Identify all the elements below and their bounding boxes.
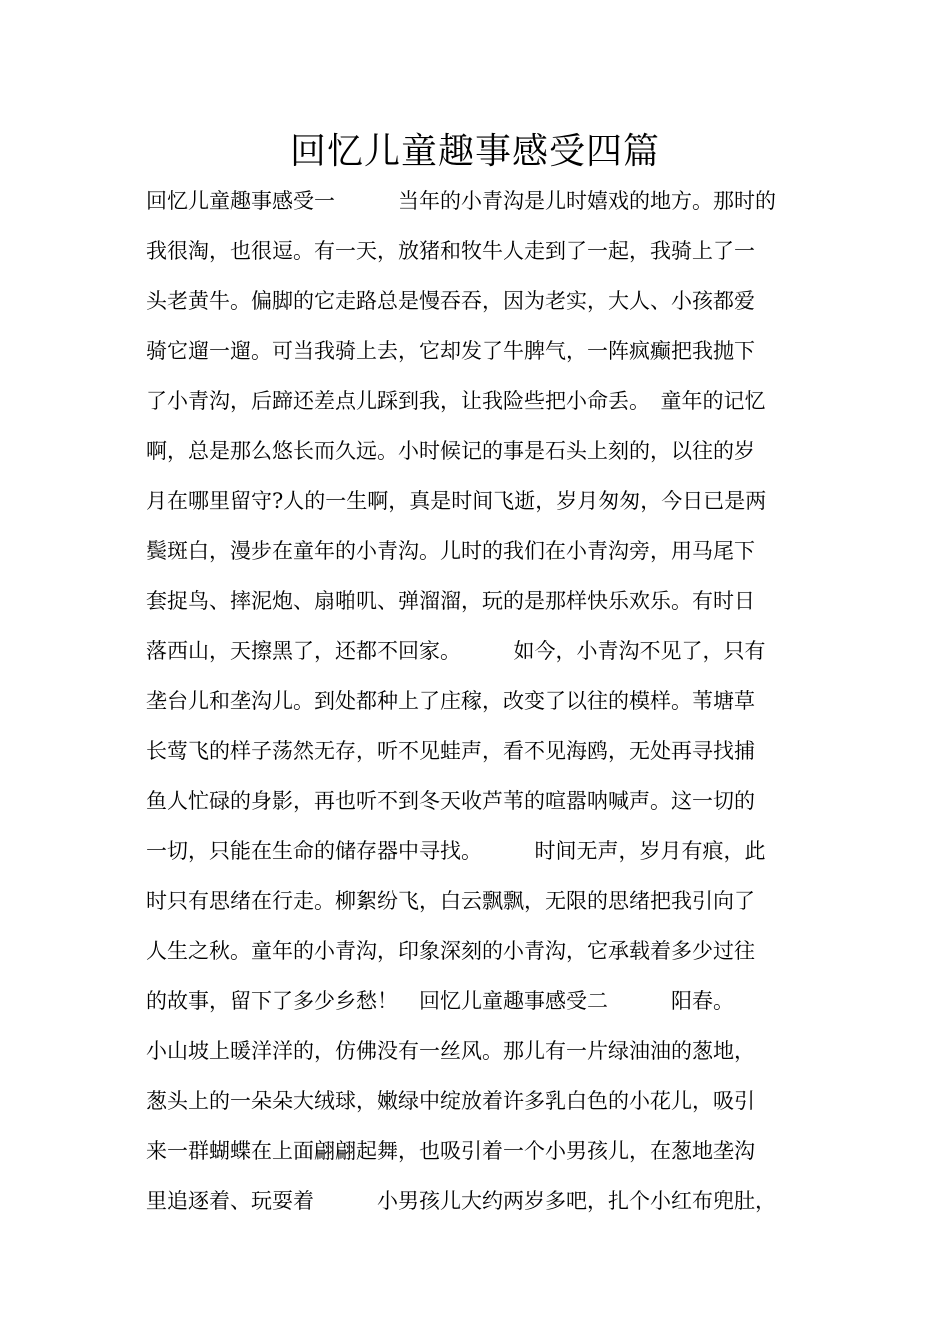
- text-line: 回忆儿童趣事感受一 当年的小青沟是儿时嬉戏的地方。那时的: [146, 189, 776, 213]
- text-line: 的故事，留下了多少乡愁！ 回忆儿童趣事感受二 阳春。: [146, 989, 734, 1013]
- text-line: 鱼人忙碌的身影，再也听不到冬天收芦苇的喧嚣呐喊声。这一切的: [146, 789, 755, 813]
- text-line: 时只有思绪在行走。柳絮纷飞，白云飘飘，无限的思绪把我引向了: [146, 889, 755, 913]
- text-line: 鬓斑白，漫步在童年的小青沟。儿时的我们在小青沟旁，用马尾下: [146, 539, 755, 563]
- text-line: 一切，只能在生命的储存器中寻找。 时间无声，岁月有痕，此: [146, 839, 766, 863]
- text-line: 月在哪里留守?人的一生啊，真是时间飞逝，岁月匆匆，今日已是两: [146, 489, 767, 513]
- text-line: 骑它遛一遛。可当我骑上去，它却发了牛脾气，一阵疯癫把我抛下: [146, 339, 755, 363]
- text-line: 套捉鸟、摔泥炮、扇啪叽、弹溜溜，玩的是那样快乐欢乐。有时日: [146, 589, 755, 613]
- text-line: 垄台儿和垄沟儿。到处都种上了庄稼，改变了以往的模样。苇塘草: [146, 689, 755, 713]
- text-line: 人生之秋。童年的小青沟，印象深刻的小青沟，它承载着多少过往: [146, 939, 755, 963]
- text-line: 落西山，天擦黑了，还都不回家。 如今，小青沟不见了，只有: [146, 639, 766, 663]
- text-line: 葱头上的一朵朵大绒球，嫩绿中绽放着许多乳白色的小花儿，吸引: [146, 1089, 755, 1113]
- page-title: 回忆儿童趣事感受四篇: [289, 131, 660, 172]
- text-line: 了小青沟，后蹄还差点儿踩到我，让我险些把小命丢。 童年的记忆: [146, 389, 766, 413]
- text-line: 长莺飞的样子荡然无存，听不见蛙声，看不见海鸥，无处再寻找捕: [146, 739, 755, 763]
- text-line: 小山坡上暖洋洋的，仿佛没有一丝风。那儿有一片绿油油的葱地，: [146, 1039, 755, 1063]
- text-line: 来一群蝴蝶在上面翩翩起舞，也吸引着一个小男孩儿，在葱地垄沟: [146, 1139, 755, 1163]
- text-line: 啊，总是那么悠长而久远。小时候记的事是石头上刻的，以往的岁: [146, 439, 755, 463]
- text-line: 头老黄牛。偏脚的它走路总是慢吞吞，因为老实，大人、小孩都爱: [146, 289, 755, 313]
- text-line: 我很淘，也很逗。有一天，放猪和牧牛人走到了一起，我骑上了一: [146, 239, 755, 263]
- document-body: [146, 176, 826, 1226]
- text-line: 里追逐着、玩耍着 小男孩儿大约两岁多吧，扎个小红布兜肚，: [146, 1189, 776, 1213]
